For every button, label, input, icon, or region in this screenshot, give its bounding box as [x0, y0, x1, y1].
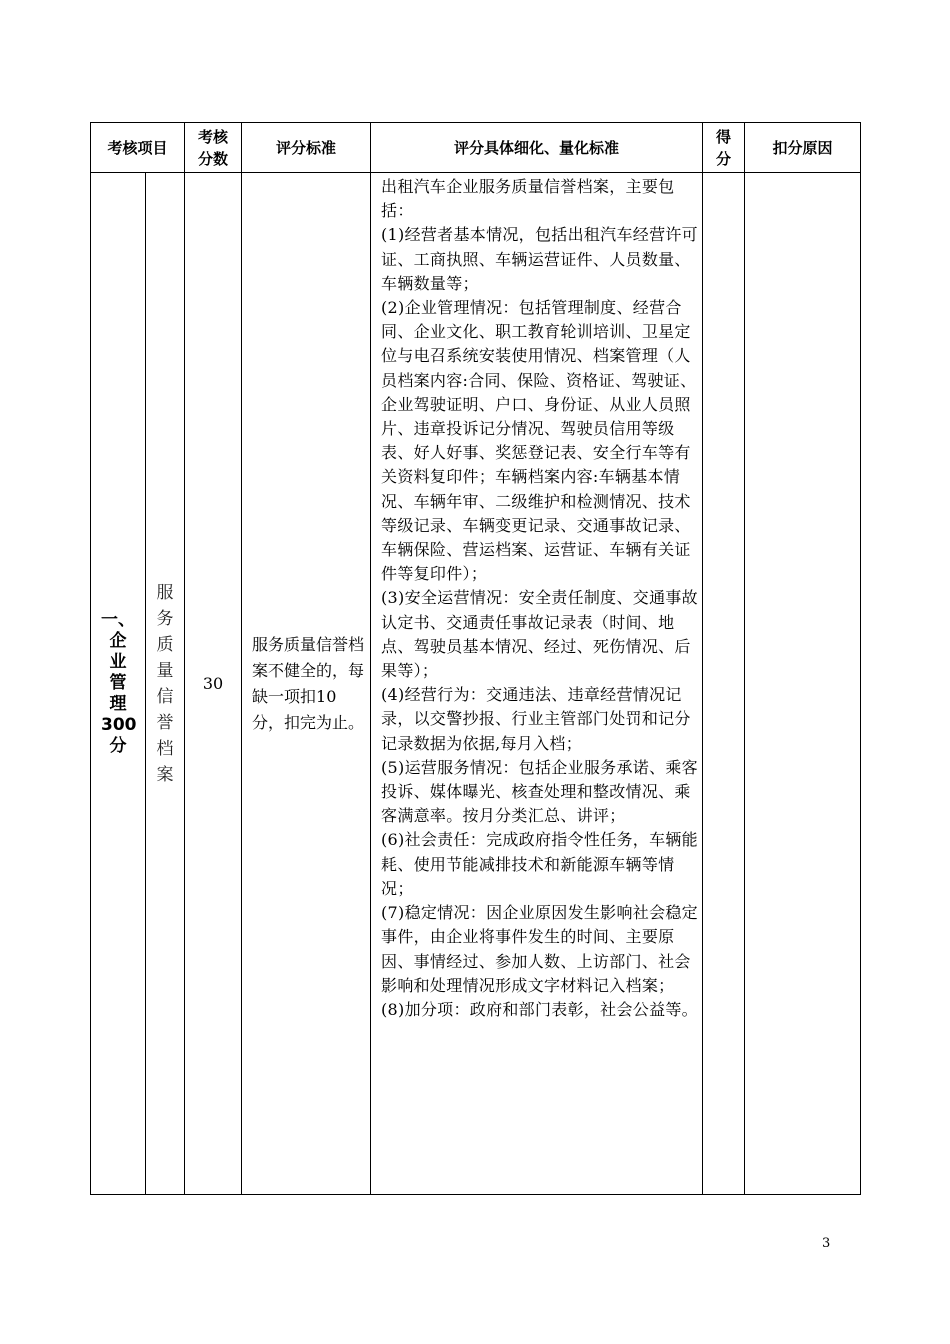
detail-cell — [371, 173, 703, 1195]
detail-item-6: (6)社会责任：完成政府指令性任务，车辆能耗、使用节能减排技术和新能源车辆等情况； — [381, 830, 698, 898]
detail-item-7: (7)稳定情况：因企业原因发生影响社会稳定事件，由企业将事件发生的时间、主要原因、事情经过、参加人数、上访部门、社会影响和处理情况形成文字材料记入档案； — [381, 903, 698, 995]
detail-item-2: (2)企业管理情况：包括管理制度、经营合同、企业文化、职工教育轮训培训、卫星定位与电召系统安装使用情况、档案管理（人员档案内容:合同、保险、资格证、驾驶证、企业驾驶证明、户口、身份证、从业人员照片、违章投诉记分情况、驾驶员信用等级表、好人好事、奖惩登记表、安全行车等有关资料复印件；车辆档案内容:车辆基本情况、车辆年审、二级维护和检测情况、技术等级记录、车辆变更记录、交通事故记录、车辆保险、营运档案、运营证、车辆有关证件等复印件）； — [381, 298, 697, 584]
page-number: 3 — [822, 1236, 831, 1251]
header-detail: 评分具体细化、量化标准 — [371, 123, 703, 173]
standard-cell: 服务质量信誉档案不健全的，每缺一项扣10分，扣完为止。 — [242, 173, 371, 1195]
header-points — [185, 123, 242, 173]
header-points-line1: 考核 — [198, 127, 229, 146]
score-cell — [703, 173, 745, 1195]
header-score-line1: 得 — [716, 127, 732, 146]
table-row — [91, 173, 861, 1195]
subitem-label: 服 务 质 量 信 誉 档 案 — [156, 582, 174, 785]
header-points-line2: 分数 — [198, 149, 229, 168]
header-standard: 评分标准 — [242, 123, 371, 173]
detail-item-1: (1)经营者基本情况，包括出租汽车经营许可证、工商执照、车辆运营证件、人员数量、车辆数量等； — [381, 225, 698, 293]
detail-item-8: (8)加分项：政府和部门表彰，社会公益等。 — [381, 999, 698, 1019]
points-cell: 30 — [185, 173, 242, 1195]
assessment-table — [90, 122, 861, 1195]
category-label: 一、 企 业 管 理 300 分 — [101, 610, 137, 756]
reason-cell — [745, 173, 861, 1195]
detail-intro: 出租汽车企业服务质量信誉档案，主要包括： — [381, 177, 675, 221]
detail-item-5: (5)运营服务情况：包括企业服务承诺、乘客投诉、媒体曝光、核查处理和整改情况、乘客满意率。按月分类汇总、讲评； — [381, 757, 698, 826]
detail-item-4: (4)经营行为：交通违法、违章经营情况记录，以交警抄报、行业主管部门处罚和记分记录数据为依据,每月入档； — [381, 685, 691, 753]
header-score — [703, 123, 745, 173]
detail-item-3: (3)安全运营情况：安全责任制度、交通事故认定书、交通责任事故记录表（时间、地点、驾驶员基本情况、经过、死伤情况、后果等）； — [381, 588, 698, 681]
header-item: 考核项目 — [91, 123, 185, 173]
header-row — [91, 123, 861, 173]
subitem-cell — [146, 173, 185, 1195]
header-score-line2: 分 — [716, 149, 732, 168]
category-cell — [91, 173, 146, 1195]
header-reason: 扣分原因 — [745, 123, 861, 173]
